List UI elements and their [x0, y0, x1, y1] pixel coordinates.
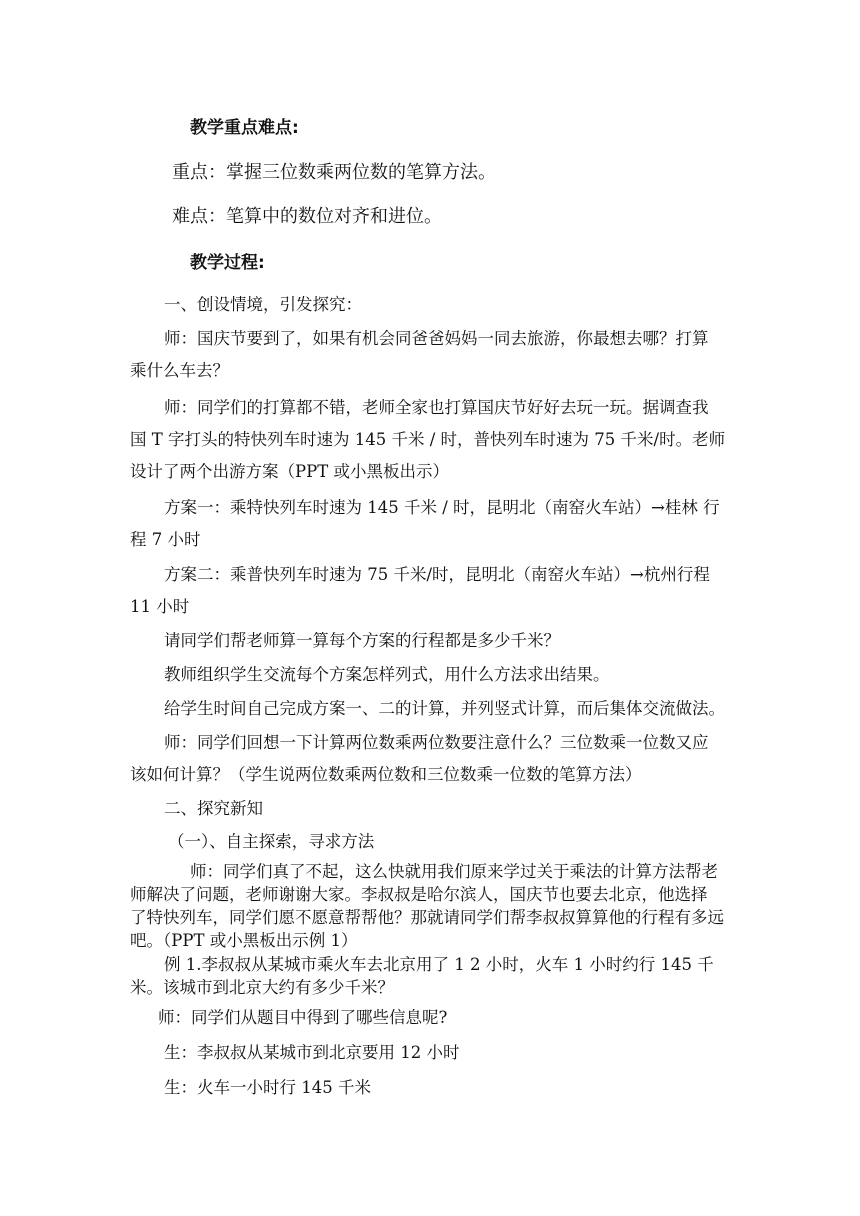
paragraph-line: 师：同学们的打算都不错，老师全家也打算国庆节好好去玩一玩。据调查我 [164, 398, 709, 417]
paragraph-line: 师：同学们回想一下计算两位数乘两位数要注意什么？三位数乘一位数又应 [164, 733, 709, 752]
student-answer: 生：李叔叔从某城市到北京要用 12 小时 [164, 1043, 460, 1062]
paragraph-line: 师：国庆节要到了，如果有机会同爸爸妈妈一同去旅游，你最想去哪？打算 [164, 329, 709, 348]
plan-1-line: 程 7 小时 [130, 530, 201, 549]
section-2-title: 二、探究新知 [164, 799, 263, 818]
key-point: 重点：掌握三位数乘两位数的笔算方法。 [172, 162, 496, 183]
paragraph-line: 设计了两个出游方案（PPT 或小黑板出示） [130, 462, 449, 481]
plan-2-line: 方案二：乘普快列车时速为 75 千米/时，昆明北（南窑火车站）→杭州行程 [164, 565, 710, 584]
difficult-point: 难点：笔算中的数位对齐和进位。 [172, 206, 442, 227]
paragraph-line: 师解决了问题，老师谢谢大家。李叔叔是哈尔滨人，国庆节也要去北京，他选择 [130, 885, 708, 904]
paragraph-line: 国 T 字打头的特快列车时速为 145 千米 / 时，普快列车时速为 75 千米/时。老师 [130, 430, 726, 449]
example-1-line: 米。该城市到北京大约有多少千米？ [130, 978, 394, 997]
paragraph-line: 吧。（PPT 或小黑板出示例 1） [130, 931, 358, 950]
paragraph-line: 给学生时间自己完成方案一、二的计算，并列竖式计算，而后集体交流做法。 [164, 699, 725, 718]
paragraph-line: 了特快列车，同学们愿不愿意帮帮他？那就请同学们帮李叔叔算算他的行程有多远 [130, 908, 724, 927]
paragraph-line: 教师组织学生交流每个方案怎样列式，用什么方法求出结果。 [164, 665, 610, 684]
heading-key-points: 教学重点难点: [190, 118, 299, 138]
paragraph-line: 该如何计算？（学生说两位数乘两位数和三位数乘一位数的笔算方法） [130, 765, 642, 784]
plan-2-line: 11 小时 [130, 597, 190, 616]
paragraph-line: 师：同学们真了不起，这么快就用我们原来学过关于乘法的计算方法帮老 [190, 862, 718, 881]
heading-process: 教学过程: [190, 253, 265, 273]
student-answer: 生：火车一小时行 145 千米 [164, 1078, 371, 1097]
plan-1-line: 方案一：乘特快列车时速为 145 千米 / 时，昆明北（南窑火车站）→桂林 行 [164, 498, 720, 517]
section-1-title: 一、创设情境，引发探究： [164, 295, 362, 314]
teacher-question: 师：同学们从题目中得到了哪些信息呢? [158, 1008, 448, 1027]
example-1-line: 例 1.李叔叔从某城市乘火车去北京用了 1 2 小时，火车 1 小时约行 145 千 [164, 955, 714, 974]
paragraph-line: 请同学们帮老师算一算每个方案的行程都是多少千米？ [164, 631, 560, 650]
subsection-1-title: （一）、自主探索，寻求方法 [168, 832, 375, 851]
paragraph-line: 乘什么车去？ [130, 361, 229, 380]
